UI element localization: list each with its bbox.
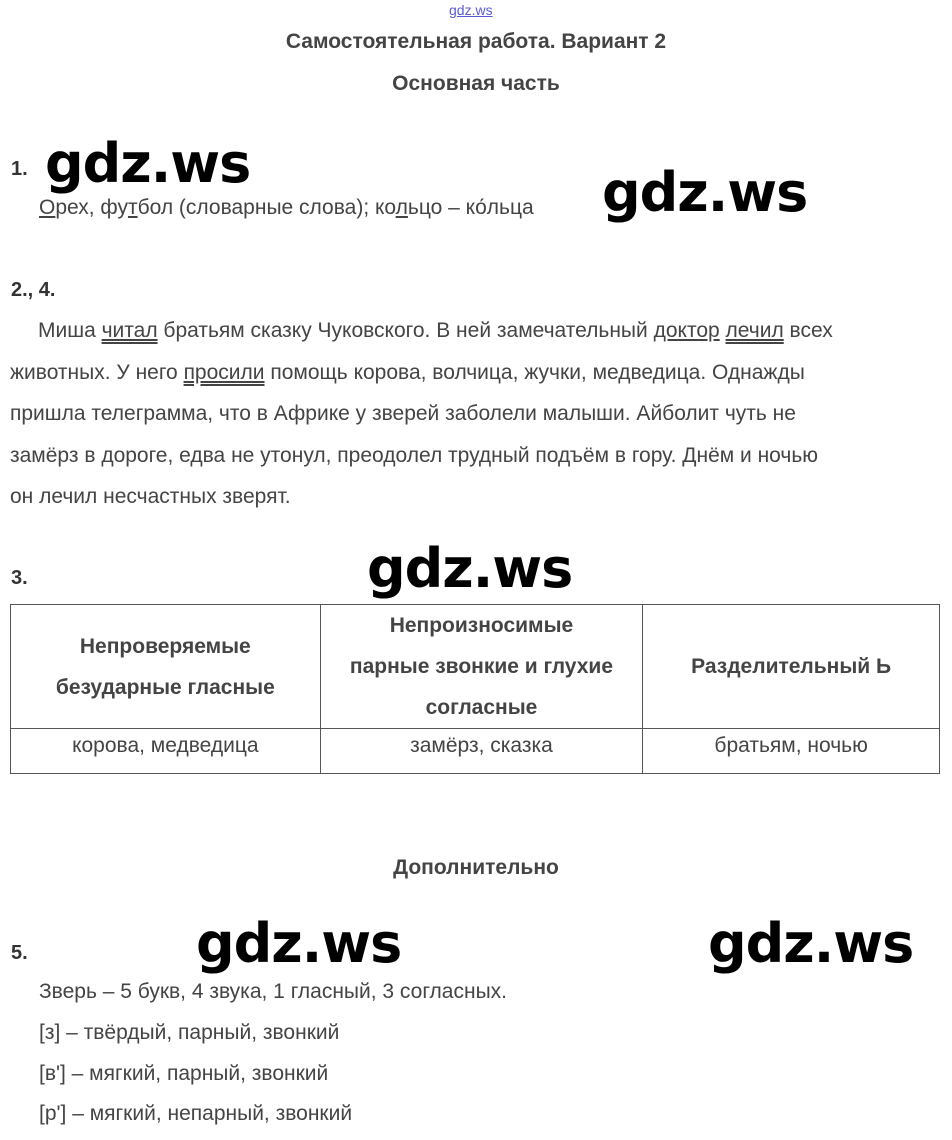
site-link[interactable]: gdz.ws (449, 2, 493, 18)
watermark: gdz.ws (708, 912, 914, 975)
task-5-number: 5. (11, 942, 28, 964)
text-fragment: всех (783, 319, 833, 342)
page-subtitle: Основная часть (392, 72, 560, 95)
underlined-letter: л (395, 196, 408, 219)
task-5-line: Зверь – 5 букв, 4 звука, 1 гласный, 3 согласных. (39, 980, 507, 1003)
task-1-number: 1. (11, 158, 28, 180)
header-line: Непроверяемые (79, 634, 251, 658)
table-cell: братьям, ночью (643, 729, 940, 774)
table-header-row (11, 605, 940, 729)
underlined-word: просили (183, 360, 265, 384)
header-line: Разделительный Ь (691, 655, 892, 678)
text-fragment: ьцо – ко́льца (407, 196, 534, 219)
paragraph-line (10, 352, 940, 394)
task-3-number: 3. (11, 567, 28, 589)
watermark: gdz.ws (602, 161, 808, 224)
task-1-text (39, 196, 534, 220)
paragraph-line: замёрз в дороге, едва не утонул, преодолел трудный подъём в гору. Днём и ночью (10, 443, 819, 467)
watermark: gdz.ws (45, 132, 251, 195)
page-title: Самостоятельная работа. Вариант 2 (285, 30, 667, 53)
paragraph-line (10, 310, 940, 352)
text-fragment: помощь корова, волчица, жучки, медведица. Однажды (264, 360, 805, 384)
watermark: gdz.ws (367, 537, 573, 600)
text-fragment: рех, фу (55, 196, 128, 219)
task-5-line: [з] – твёрдый, парный, звонкий (39, 1021, 340, 1044)
table-header-cell (11, 605, 321, 729)
extra-section-title: Дополнительно (393, 856, 559, 879)
text-fragment: бол (словарные слова); ко (137, 196, 396, 219)
underlined-letter: т (127, 196, 138, 219)
task-2-paragraph (10, 310, 940, 518)
table-cell: корова, медведица (11, 729, 321, 774)
paragraph-line: он лечил несчастных зверят. (10, 485, 291, 508)
underlined-word: доктор (653, 319, 720, 342)
task-5-line: [р'] – мягкий, непарный, звонкий (39, 1102, 353, 1125)
task-2-4-number: 2., 4. (11, 279, 56, 301)
watermark: gdz.ws (196, 912, 402, 975)
header-line: Непроизносимые (389, 614, 574, 637)
text-fragment: животных. У него (10, 360, 184, 384)
text-fragment: Миша (38, 319, 102, 342)
table-header-cell (320, 605, 643, 729)
task-5-line: [в'] – мягкий, парный, звонкий (39, 1062, 329, 1085)
table-header-cell (643, 605, 940, 729)
header-line: безударные гласные (55, 675, 275, 699)
text-fragment: братьям сказку Чуковского. В ней замечательный (157, 319, 654, 342)
header-line: парные звонкие и глухие (349, 655, 613, 678)
table-cell: замёрз, сказка (320, 729, 643, 774)
paragraph-line: пришла телеграмма, что в Африке у зверей заболели малыши. Айболит чуть не (10, 402, 796, 425)
spelling-table (10, 604, 940, 774)
header-line: согласные (425, 696, 538, 719)
table-row (11, 729, 940, 774)
underlined-word: читал (101, 319, 158, 342)
underlined-letter: О (39, 196, 56, 219)
underlined-word: лечил (725, 319, 784, 342)
